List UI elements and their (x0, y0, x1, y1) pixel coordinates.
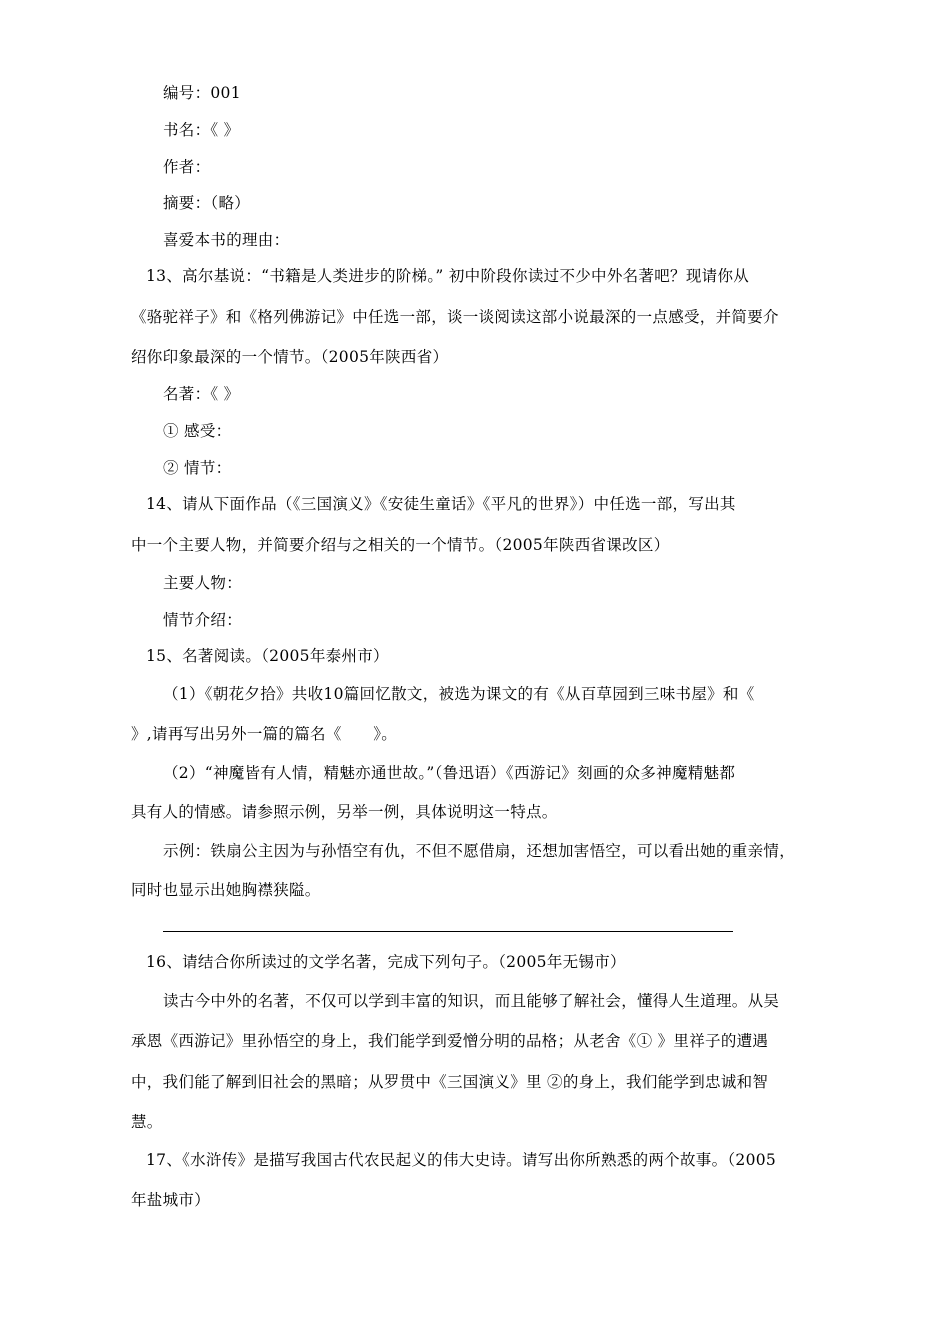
feeling-field: ① 感受： (163, 422, 232, 440)
question-14-line-2: 中一个主要人物，并简要介绍与之相关的一个情节。（2005年陕西省课改区） (131, 536, 670, 554)
question-17: 17、《水浒传》是描写我国古代农民起义的伟大史诗。请写出你所熟悉的两个故事。（2005 (146, 1151, 777, 1169)
example-text-line-2: 同时也显示出她胸襟狭隘。 (131, 881, 321, 899)
question-15: 15、名著阅读。（2005年泰州市） (146, 647, 389, 665)
question-14: 14、请从下面作品（《三国演义》《安徒生童话》《平凡的世界》）中任选一部，写出其 (146, 495, 736, 513)
example-text: 示例：铁扇公主因为与孙悟空有仇，不但不愿借扇，还想加害悟空，可以看出她的重亲情， (163, 842, 796, 860)
main-character-field: 主要人物： (163, 574, 243, 592)
book-title-field: 书名：《 》 (163, 121, 240, 139)
plot-intro-field: 情节介绍： (163, 611, 243, 629)
question-13-line-3: 绍你印象最深的一个情节。（2005年陕西省） (131, 348, 449, 366)
record-number: 编号：001 (163, 84, 241, 102)
question-17-line-2: 年盐城市） (131, 1191, 211, 1209)
question-15-part-1-line-2: 》,请再写出另外一篇的篇名《 》。 (131, 725, 398, 743)
author-field: 作者： (163, 158, 211, 176)
question-16-body: 读古今中外的名著，不仅可以学到丰富的知识，而且能够了解社会，懂得人生道理。从吴 (163, 992, 780, 1010)
question-16-body-line-2: 承恩《西游记》里孙悟空的身上，我们能学到爱憎分明的品格；从老舍《① 》里祥子的遭遇 (131, 1032, 769, 1050)
question-13-line-2: 《骆驼祥子》和《格列佛游记》中任选一部，谈一谈阅读这部小说最深的一点感受，并简要介 (131, 308, 779, 326)
question-15-part-2: （2）“神魔皆有人情，精魅亦通世故。”（鲁迅语）《西游记》刻画的众多神魔精魅都 (163, 764, 736, 782)
reason-field: 喜爱本书的理由： (163, 231, 290, 249)
question-13: 13、高尔基说：“书籍是人类进步的阶梯。” 初中阶段你读过不少中外名著吧？现请你从 (146, 267, 750, 285)
abstract-field: 摘要：（略） (163, 194, 251, 212)
question-16: 16、请结合你所读过的文学名著，完成下列句子。（2005年无锡市） (146, 953, 626, 971)
plot-field: ② 情节： (163, 459, 232, 477)
question-15-part-1: （1）《朝花夕拾》共收10篇回忆散文，被选为课文的有《从百草园到三味书屋》和《 (163, 685, 755, 703)
masterpiece-field: 名著：《 》 (163, 385, 240, 403)
question-16-body-line-3: 中，我们能了解到旧社会的黑暗；从罗贯中《三国演义》里 ②的身上，我们能学到忠诚和智 (131, 1073, 769, 1091)
question-16-body-line-4: 慧。 (131, 1113, 163, 1131)
question-15-part-2-line-2: 具有人的情感。请参照示例，另举一例，具体说明这一特点。 (131, 803, 558, 821)
answer-underline (163, 931, 733, 932)
